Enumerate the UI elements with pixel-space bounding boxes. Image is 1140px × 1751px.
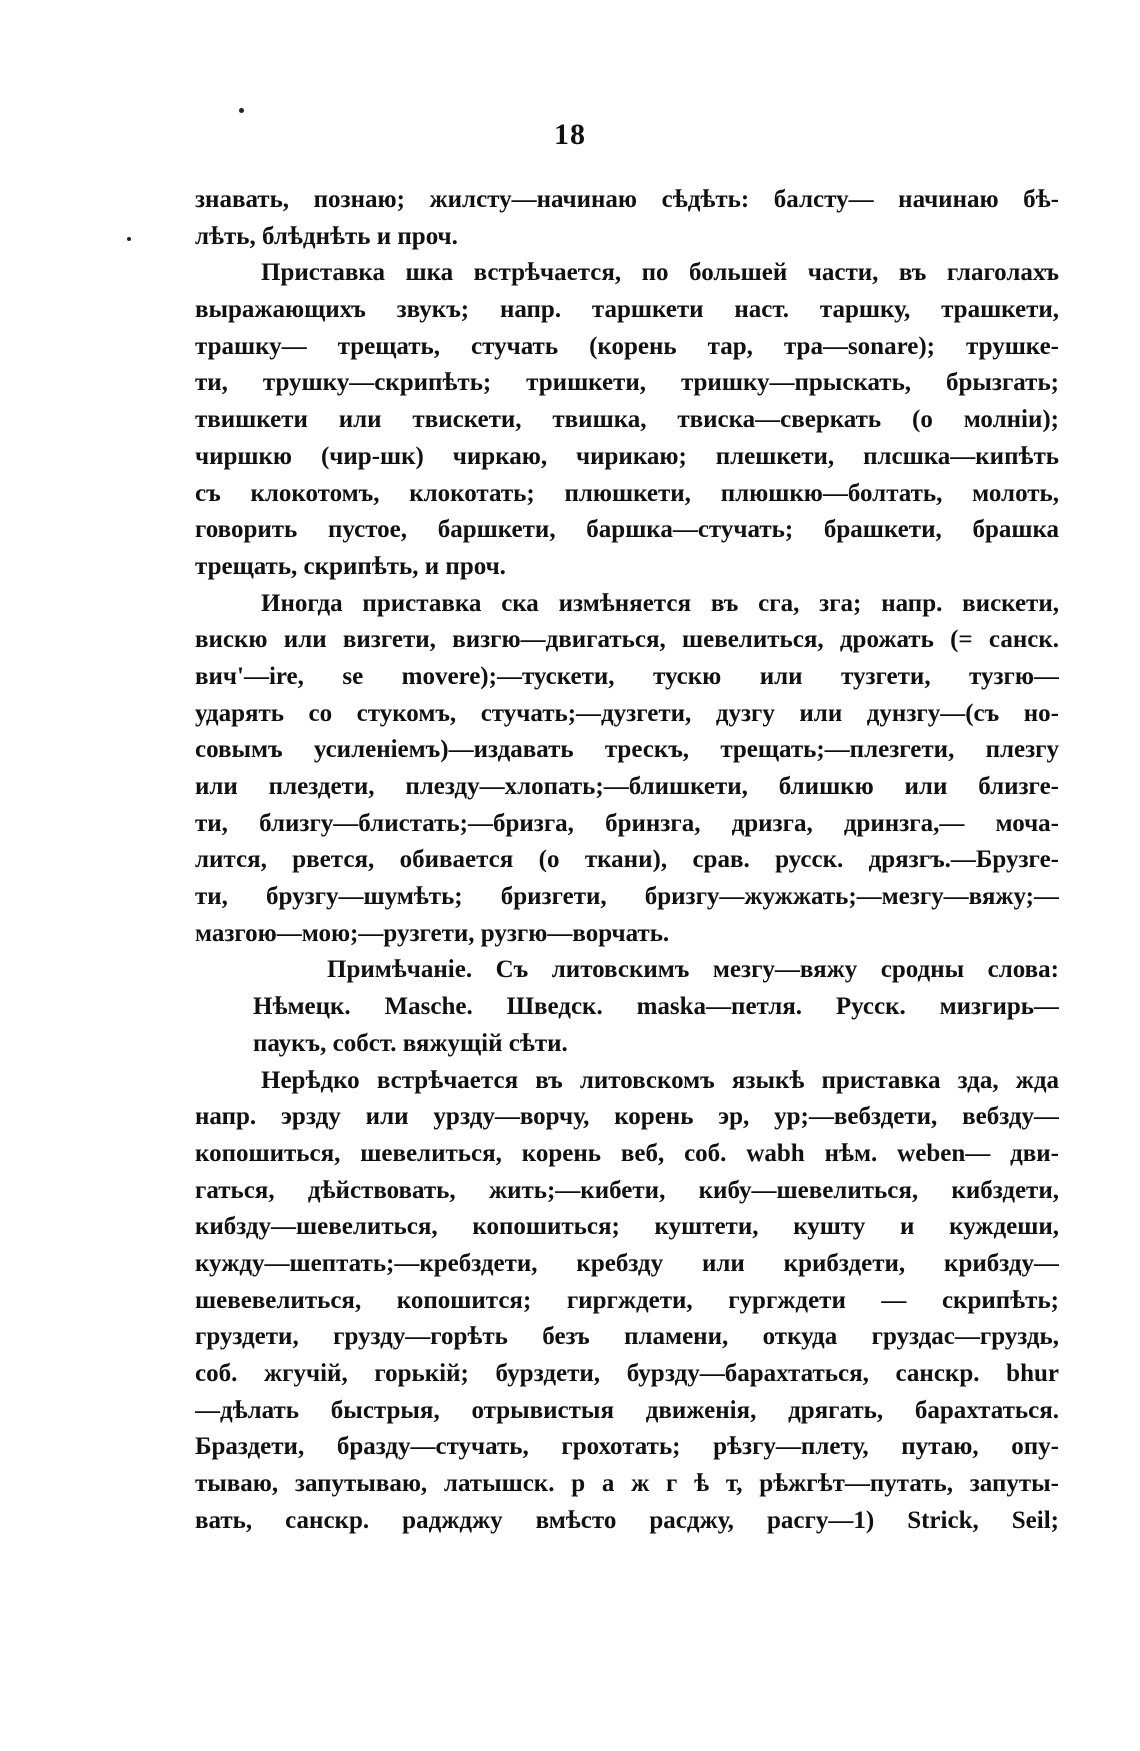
text-line: чиршкю (чир-шк) чиркаю, чирикаю; плешкети, плсшка—кипѣть (195, 442, 1059, 470)
text-line: напр. эрзду или урзду—ворчу, корень эр, ур;—вебздети, вебзду— (195, 1103, 1059, 1131)
text-line: кужду—шептать;—кребздети, кребзду или крибздети, крибзду— (195, 1249, 1059, 1277)
text-line: выражающихъ звукъ; напр. таршкети наст. таршку, трашкети, (195, 296, 1059, 324)
text-line: гаться, дѣйствовать, жить;—кибети, кибу—шевелиться, кибздети, (195, 1176, 1059, 1204)
text-line: груздети, грузду—горѣть безъ пламени, откуда груздас—груздь, (195, 1323, 1059, 1351)
note-line: Примѣчаніе. Съ литовскимъ мезгу—вяжу сродны слова: (327, 956, 1059, 984)
text-line: мазгою—мою;—рузгети, рузгю—ворчать. (195, 919, 670, 947)
note-line: Нѣмецк. Masche. Шведск. maska—петля. Русск. мизгирь— (253, 993, 1059, 1021)
text-line: Нерѣдко встрѣчается въ литовскомъ языкѣ приставка зда, жда (261, 1066, 1059, 1094)
print-speck (127, 237, 131, 241)
text-line: ти, трушку—скрипѣть; тришкети, тришку—прыскать, брызгать; (195, 369, 1059, 397)
text-line: Иногда приставка ска измѣняется въ сга, зга; напр. вискети, (261, 589, 1059, 617)
text-line: трашку— трещать, стучать (корень тар, тра—sonare); трушке- (195, 332, 1059, 360)
text-line: трещать, скрипѣть, и проч. (195, 552, 506, 580)
text-line: вать, санскр. раджджу вмѣсто расджу, расгу—1) Strick, Seil; (195, 1506, 1059, 1534)
text-line: тываю, запутываю, латышск. р а ж г ѣ т, рѣжгѣт—путать, запуты- (195, 1470, 1059, 1498)
body-text (195, 182, 1059, 1539)
note-line: паукъ, собст. вяжущій сѣти. (253, 1029, 568, 1057)
text-line: Браздети, бразду—стучать, грохотать; рѣзгу—плету, путаю, опу- (195, 1433, 1059, 1461)
text-line: копошиться, шевелиться, корень веб, соб. wabh нѣм. weben— дви- (195, 1139, 1059, 1167)
text-line: знавать, познаю; жилсту—начинаю сѣдѣть: балсту— начинаю бѣ- (195, 186, 1059, 213)
text-line: ти, близгу—блистать;—бризга, бринзга, дризга, дринзга,— моча- (195, 809, 1059, 837)
text-line: ударять со стукомъ, стучать;—дузгети, дузгу или дунзгу—(съ но- (195, 699, 1059, 727)
text-line: лится, рвется, обивается (о ткани), срав. русск. дрязгъ.—Брузге- (195, 846, 1059, 874)
text-line: —дѣлать быстрыя, отрывистыя движенія, дрягать, барахтаться. (195, 1396, 1059, 1424)
text-line: ти, брузгу—шумѣть; бризгети, бризгу—жужжать;—мезгу—вяжу;— (195, 883, 1059, 911)
text-line: съ клокотомъ, клокотать; плюшкети, плюшкю—болтать, молоть, (195, 479, 1059, 507)
text-line: совымъ усиленіемъ)—издавать трескъ, трещать;—плезгети, плезгу (195, 736, 1059, 764)
page-number: 18 (554, 118, 586, 151)
text-line: говорить пустое, баршкети, баршка—стучать; брашкети, брашка (195, 516, 1059, 544)
text-line: лѣть, блѣднѣть и проч. (195, 222, 458, 250)
text-line: вискю или визгети, визгю—двигаться, шевелиться, дрожать (= санск. (195, 626, 1059, 654)
print-speck (239, 108, 244, 113)
text-line: соб. жгучій, горькій; бурздети, бурзду—барахтаться, санскр. bhur (195, 1360, 1059, 1387)
text-line: твишкети или твискети, твишка, твиска—сверкать (о молніи); (195, 406, 1059, 434)
text-line: кибзду—шевелиться, копошиться; куштети, кушту и куждеши, (195, 1213, 1059, 1241)
text-line: Приставка шка встрѣчается, по большей части, въ глаголахъ (261, 259, 1059, 287)
text-line: шевевелиться, копошится; гиргждети, гургждети — скрипѣть; (195, 1286, 1059, 1314)
text-line: вич'—ire, se movere);—тускети, тускю или тузгети, тузгю— (195, 662, 1059, 690)
text-line: или плездети, плезду—хлопать;—блишкети, блишкю или близге- (195, 773, 1059, 800)
